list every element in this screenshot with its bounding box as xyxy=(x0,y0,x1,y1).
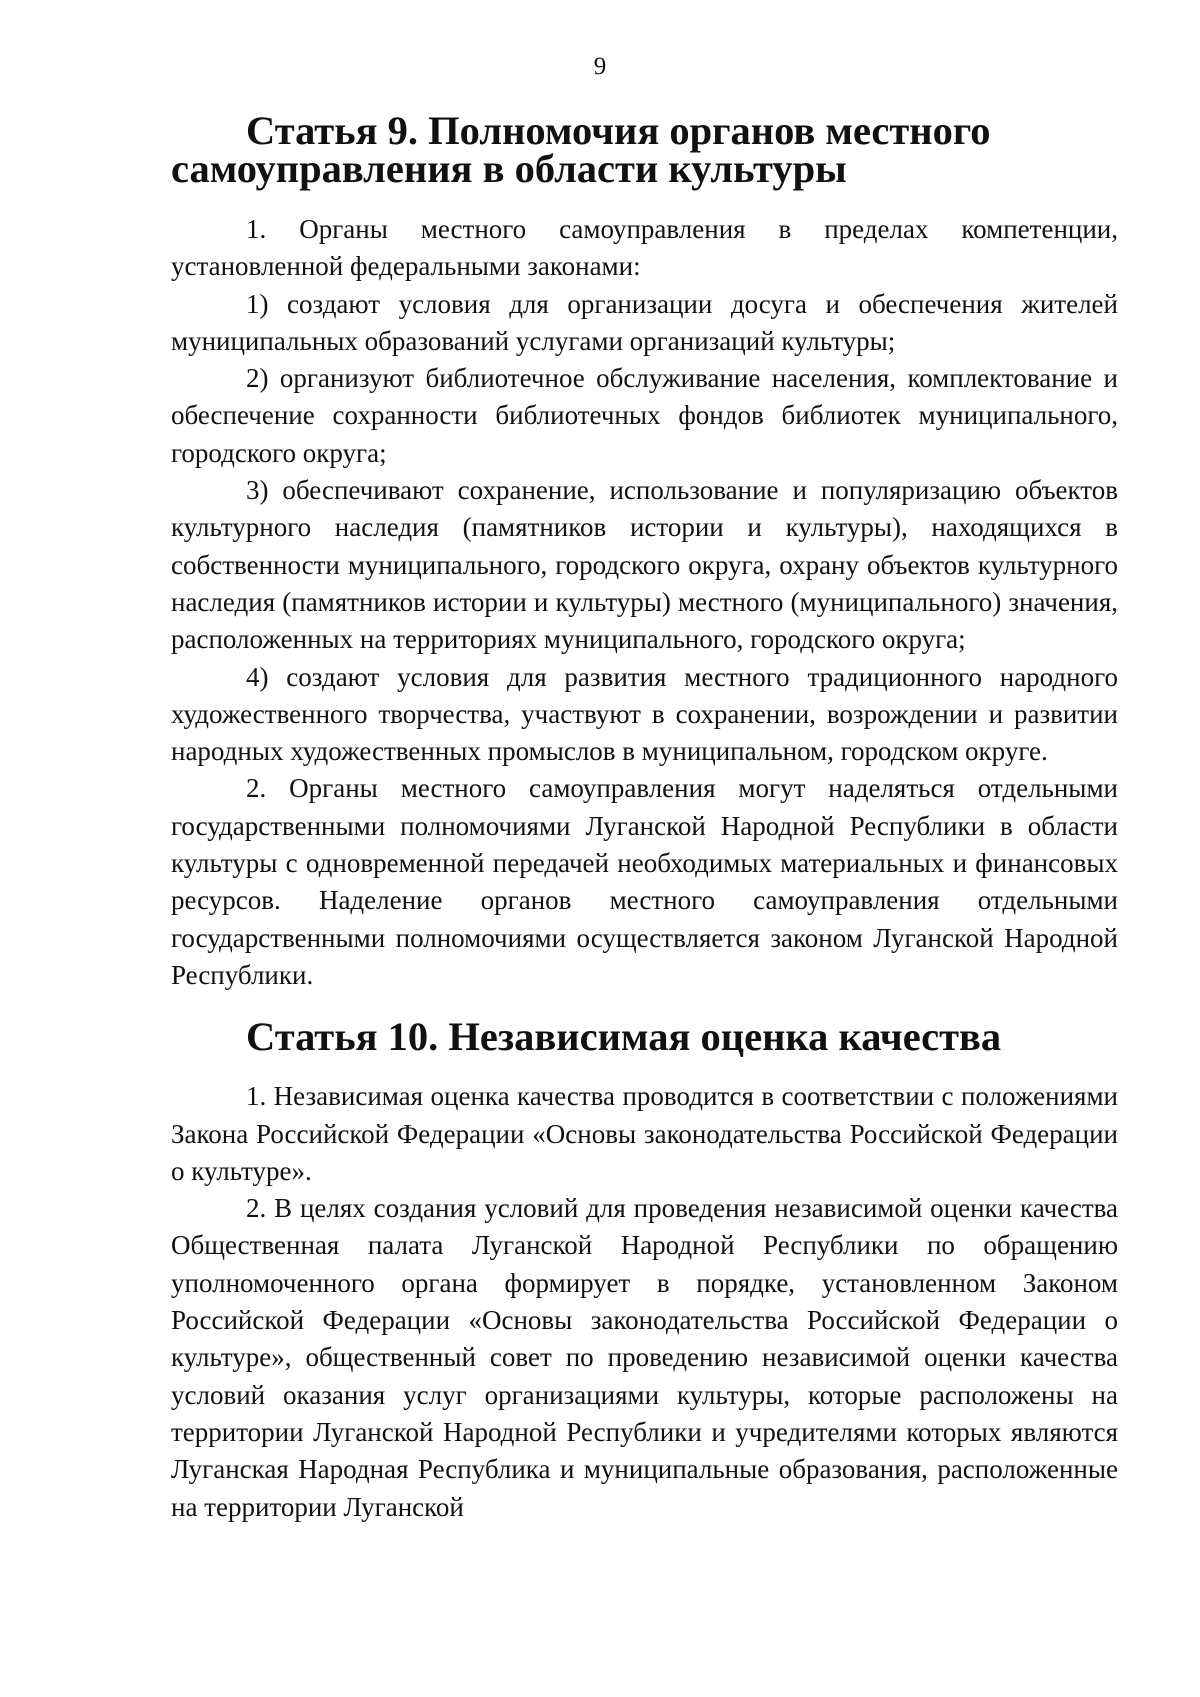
article-10-paragraph: 1. Независимая оценка качества проводится в соответствии с положениями Закона Российской Федерации «Основы законодательства Российской Федерации о культуре». xyxy=(171,1081,1118,1186)
article-9 xyxy=(171,108,1118,994)
article-9-paragraph: 3) обеспечивают сохранение, использование и популяризацию объектов культурного наследия (памятников истории и культуры), находящихся в собственности муниципального, городского округа, охрану объектов культурного наследия (памятников истории и культуры) местного (муниципального) значения, расположенных на территориях муниципального, городского округа; xyxy=(171,475,1118,655)
article-9-paragraph: 1. Органы местного самоуправления в пределах компетенции, установленной федеральными законами: xyxy=(171,214,1118,282)
article-9-paragraph: 2. Органы местного самоуправления могут наделяться отдельными государственными полномочиями Луганской Народной Республики в области культуры с одновременной передачей необходимых материальных и финансовых ресурсов. Наделение органов местного самоуправления отдельными государственными полномочиями осуществляется законом Луганской Народной Республики. xyxy=(171,773,1118,990)
article-9-title: Статья 9. Полномочия органов местного самоуправления в области культуры xyxy=(171,108,991,191)
article-10-paragraph: 2. В целях создания условий для проведения независимой оценки качества Общественная палата Луганской Народной Республики по обращению уполномоченного органа формирует в порядке, установленном Законом Российской Федерации «Основы законодательства Российской Федерации о культуре», общественный совет по проведению независимой оценки качества условий оказания услуг организациями культуры, которые расположены на территории Луганской Народной Республики и учредителями которых являются Луганская Народная Республика и муниципальные образования, расположенные на территории Луганской xyxy=(171,1193,1118,1522)
article-9-paragraph: 1) создают условия для организации досуга и обеспечения жителей муниципальных образований услугами организаций культуры; xyxy=(171,288,1118,356)
page-number: 9 xyxy=(593,53,607,80)
document-body xyxy=(171,108,1118,1526)
article-9-paragraph: 4) создают условия для развития местного традиционного народного художественного творчества, участвуют в сохранении, возрождении и развитии народных художественных промыслов в муниципальном, городском округе. xyxy=(171,661,1118,767)
article-9-paragraph: 2) организуют библиотечное обслуживание населения, комплектование и обеспечение сохранности библиотечных фондов библиотек муниципального, городского округа; xyxy=(171,363,1118,468)
article-10 xyxy=(171,1014,1118,1526)
article-10-title: Статья 10. Независимая оценка качества xyxy=(246,1014,1002,1060)
